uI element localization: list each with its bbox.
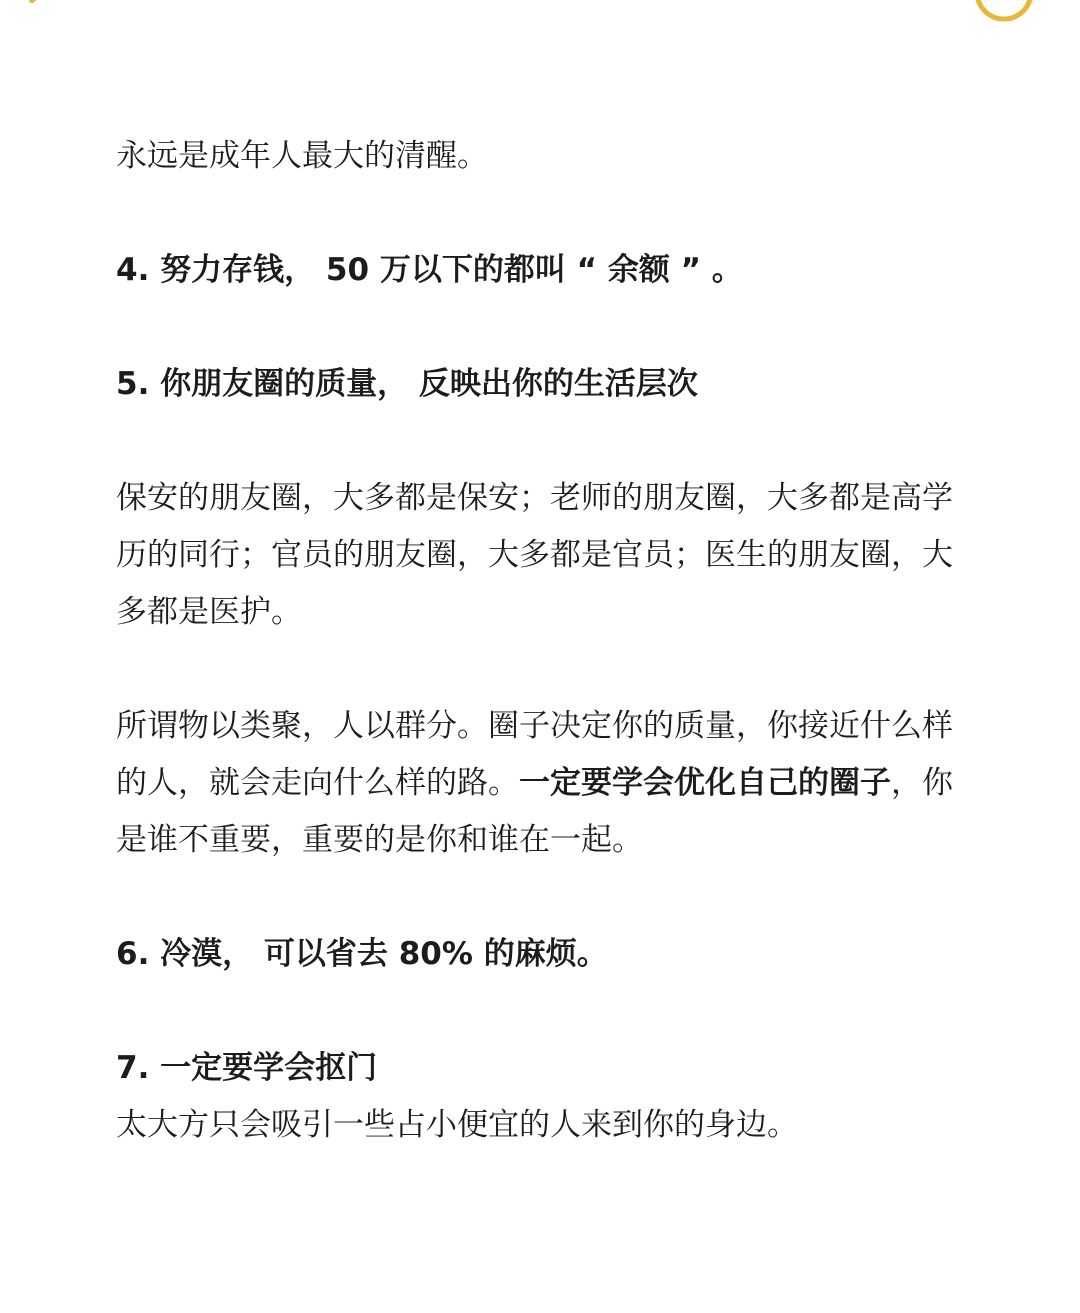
paragraph-5b bbox=[116, 698, 976, 869]
paragraph-7: 太大方只会吸引一些占小便宜的人来到你的身边。 bbox=[116, 1107, 798, 1143]
heading-7: 7. 一定要学会抠门 bbox=[116, 1050, 378, 1086]
heading-4: 4. 努力存钱， 50 万以下的都叫 “ 余额 ” 。 bbox=[116, 252, 743, 288]
intro-tail-text: 永远是成年人最大的清醒。 bbox=[116, 138, 488, 174]
circle-icon bbox=[972, 0, 1036, 24]
paragraph-5b-normal: 所谓物以类聚，人以群分。圈子决定你的质量，你接近什么样的人，就会走向什么样的路。 bbox=[116, 708, 953, 801]
heading-5: 5. 你朋友圈的质量， 反映出你的生活层次 bbox=[116, 366, 698, 402]
chevron-left-icon[interactable] bbox=[18, 0, 58, 16]
paragraph-5b-bold: 一定要学会优化自己的圈子 bbox=[519, 765, 891, 801]
heading-6: 6. 冷漠， 可以省去 80% 的麻烦。 bbox=[116, 936, 608, 972]
article-body bbox=[116, 128, 976, 1154]
paragraph-5b-tail: ，你是谁不重要，重要的是你和谁在一起。 bbox=[116, 765, 953, 858]
paragraph-5a: 保安的朋友圈，大多都是保安；老师的朋友圈，大多都是高学历的同行；官员的朋友圈，大多都是官员；医生的朋友圈，大多都是医护。 bbox=[116, 480, 953, 630]
